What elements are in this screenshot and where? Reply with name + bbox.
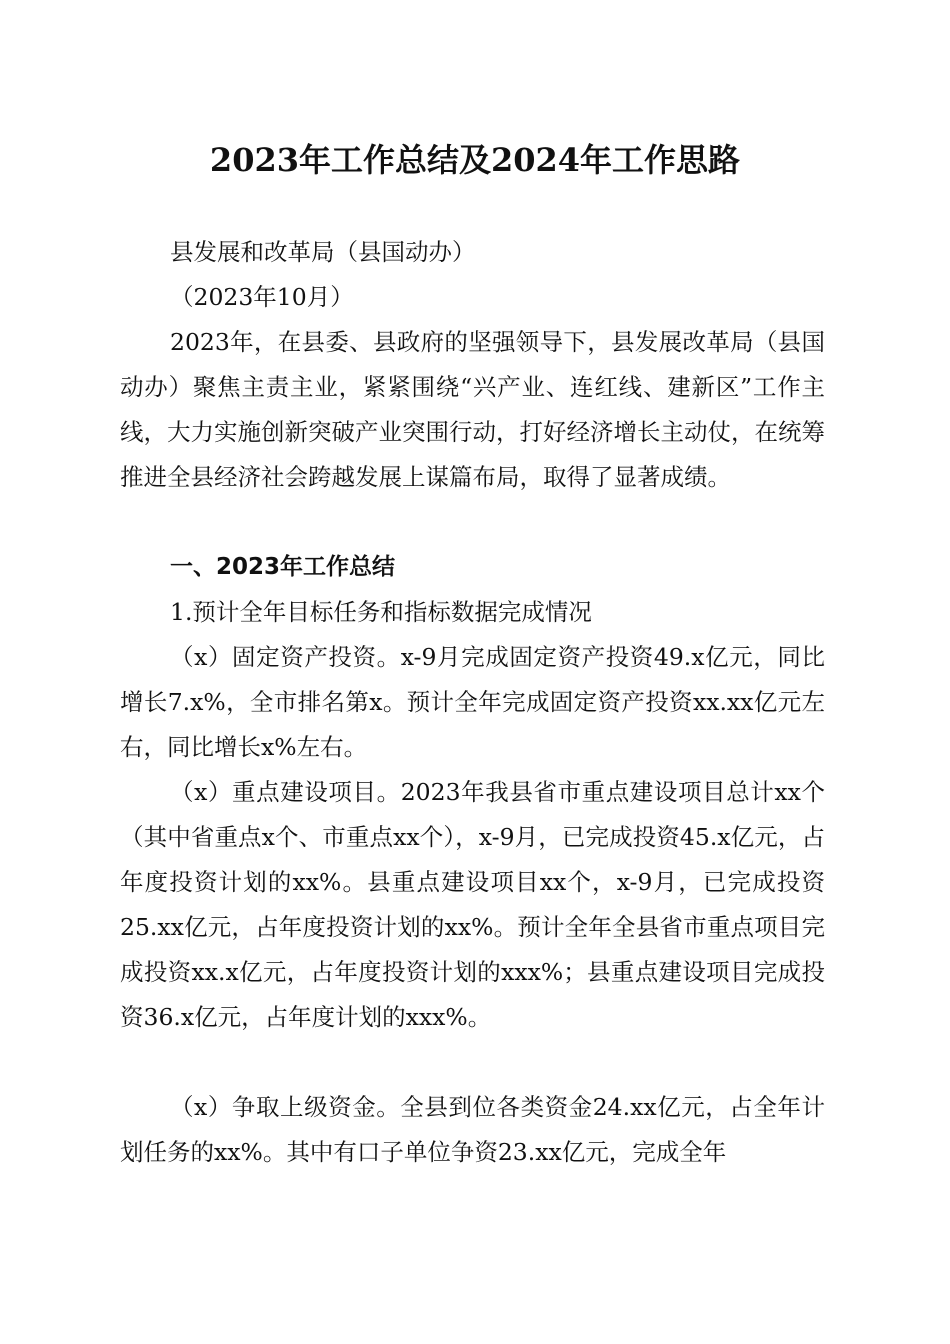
author-line: [120, 230, 825, 275]
date-text: （2023年10月）: [170, 283, 354, 311]
section-heading-text: 一、2023年工作总结: [170, 554, 396, 580]
subsection-heading-text: 1.预计全年目标任务和指标数据完成情况: [170, 598, 592, 626]
funds-paragraph: （x）争取上级资金。全县到位各类资金24.xx亿元，占全年计划任务的xx%。其中有口子单位争资23.xx亿元，完成全年: [120, 1093, 825, 1166]
date-line: [120, 275, 825, 320]
author-text: 县发展和改革局（县国动办）: [170, 238, 476, 266]
section-heading: [120, 545, 825, 590]
document-title: 2023年工作总结及2024年工作思路: [209, 141, 741, 179]
key-projects-paragraph: （x）重点建设项目。2023年我县省市重点建设项目总计xx个（其中省重点x个、市重点xx个），x-9月，已完成投资45.x亿元，占年度投资计划的xx%。县重点建设项目xx个，x-9月，已完成投资25.xx亿元，占年度投资计划的xx%。预计全年全县省市重点项目完成投资xx.x亿元，占年度投资计划的xxx%；县重点建设项目完成投资36.x亿元，占年度计划的xxx%。: [120, 778, 825, 1031]
subsection-heading: [120, 590, 825, 635]
intro-paragraph: 2023年，在县委、县政府的坚强领导下，县发展改革局（县国动办）聚焦主责主业，紧紧围绕“兴产业、连红线、建新区”工作主线，大力实施创新突破产业突围行动，打好经济增长主动仗，在统筹推进全县经济社会跨越发展上谋篇布局，取得了显著成绩。: [120, 328, 825, 491]
fixed-assets-paragraph: （x）固定资产投资。x-9月完成固定资产投资49.x亿元，同比增长7.x%，全市排名第x。预计全年完成固定资产投资xx.xx亿元左右，同比增长x%左右。: [120, 643, 825, 761]
